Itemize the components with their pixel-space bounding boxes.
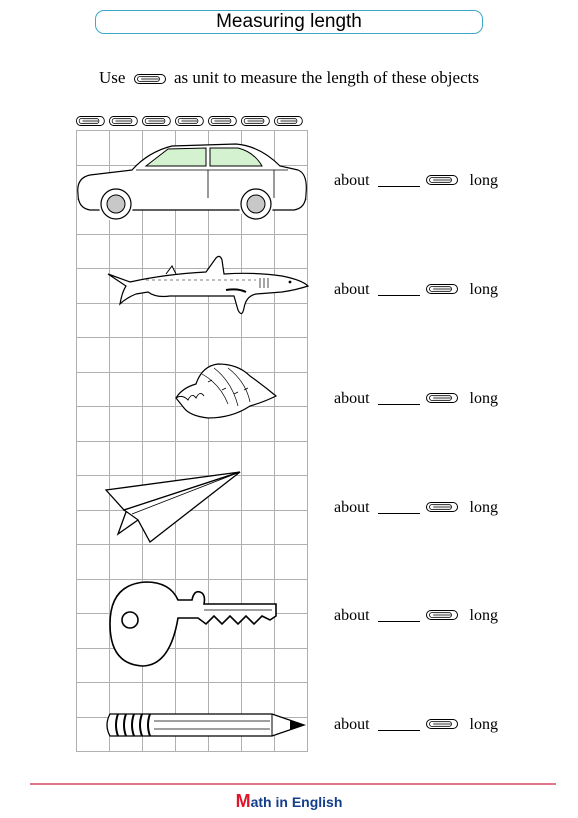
paperclip-icon bbox=[274, 117, 302, 126]
answer-blank[interactable] bbox=[378, 185, 420, 187]
paperclip-ruler bbox=[76, 114, 308, 128]
answer-blank[interactable] bbox=[378, 294, 420, 296]
car-icon bbox=[76, 140, 308, 220]
paperclip-icon bbox=[175, 117, 203, 126]
instruction bbox=[0, 68, 578, 88]
shark-icon bbox=[106, 252, 310, 320]
paperclip-icon bbox=[208, 117, 236, 126]
footer-rule bbox=[30, 783, 556, 785]
paperclip-icon bbox=[134, 74, 166, 84]
answer-line-paper-airplane bbox=[334, 499, 534, 517]
key-icon bbox=[106, 578, 280, 672]
answer-line-seashell bbox=[334, 390, 534, 408]
paperclip-icon bbox=[426, 284, 458, 294]
answer-suffix: long bbox=[469, 172, 498, 190]
answer-suffix: long bbox=[469, 716, 498, 734]
seashell-icon bbox=[172, 360, 282, 422]
answer-blank[interactable] bbox=[378, 403, 420, 405]
answer-suffix: long bbox=[469, 390, 498, 408]
answer-prefix: about bbox=[334, 172, 370, 190]
answer-prefix: about bbox=[334, 281, 370, 299]
instruction-after: as unit to measure the length of these objects bbox=[173, 68, 479, 87]
footer-brand[interactable] bbox=[0, 791, 578, 812]
answer-prefix: about bbox=[334, 607, 370, 625]
paperclip-icon bbox=[426, 719, 458, 729]
answer-line-pencil bbox=[334, 716, 534, 734]
answer-blank[interactable] bbox=[378, 512, 420, 514]
paperclip-icon bbox=[76, 117, 104, 126]
paperclip-icon bbox=[426, 175, 458, 185]
paperclip-icon bbox=[426, 610, 458, 620]
answer-suffix: long bbox=[469, 499, 498, 517]
answer-prefix: about bbox=[334, 499, 370, 517]
answer-blank[interactable] bbox=[378, 729, 420, 731]
paperclip-icon bbox=[109, 117, 137, 126]
instruction-before: Use bbox=[99, 68, 126, 87]
paperclip-icon bbox=[426, 502, 458, 512]
paper-airplane-icon bbox=[104, 470, 244, 546]
brand-rest: ath in English bbox=[250, 794, 343, 810]
answer-line-key bbox=[334, 607, 534, 625]
paperclip-icon bbox=[241, 117, 269, 126]
answer-line-shark bbox=[334, 281, 534, 299]
page-title: Measuring length bbox=[95, 10, 483, 34]
brand-initial: M bbox=[235, 791, 251, 811]
answer-line-car bbox=[334, 172, 534, 190]
answer-prefix: about bbox=[334, 716, 370, 734]
answer-suffix: long bbox=[469, 281, 498, 299]
paperclip-icon bbox=[426, 393, 458, 403]
answer-blank[interactable] bbox=[378, 620, 420, 622]
answer-suffix: long bbox=[469, 607, 498, 625]
pencil-icon bbox=[104, 712, 310, 738]
answer-prefix: about bbox=[334, 390, 370, 408]
paperclip-icon bbox=[142, 117, 170, 126]
